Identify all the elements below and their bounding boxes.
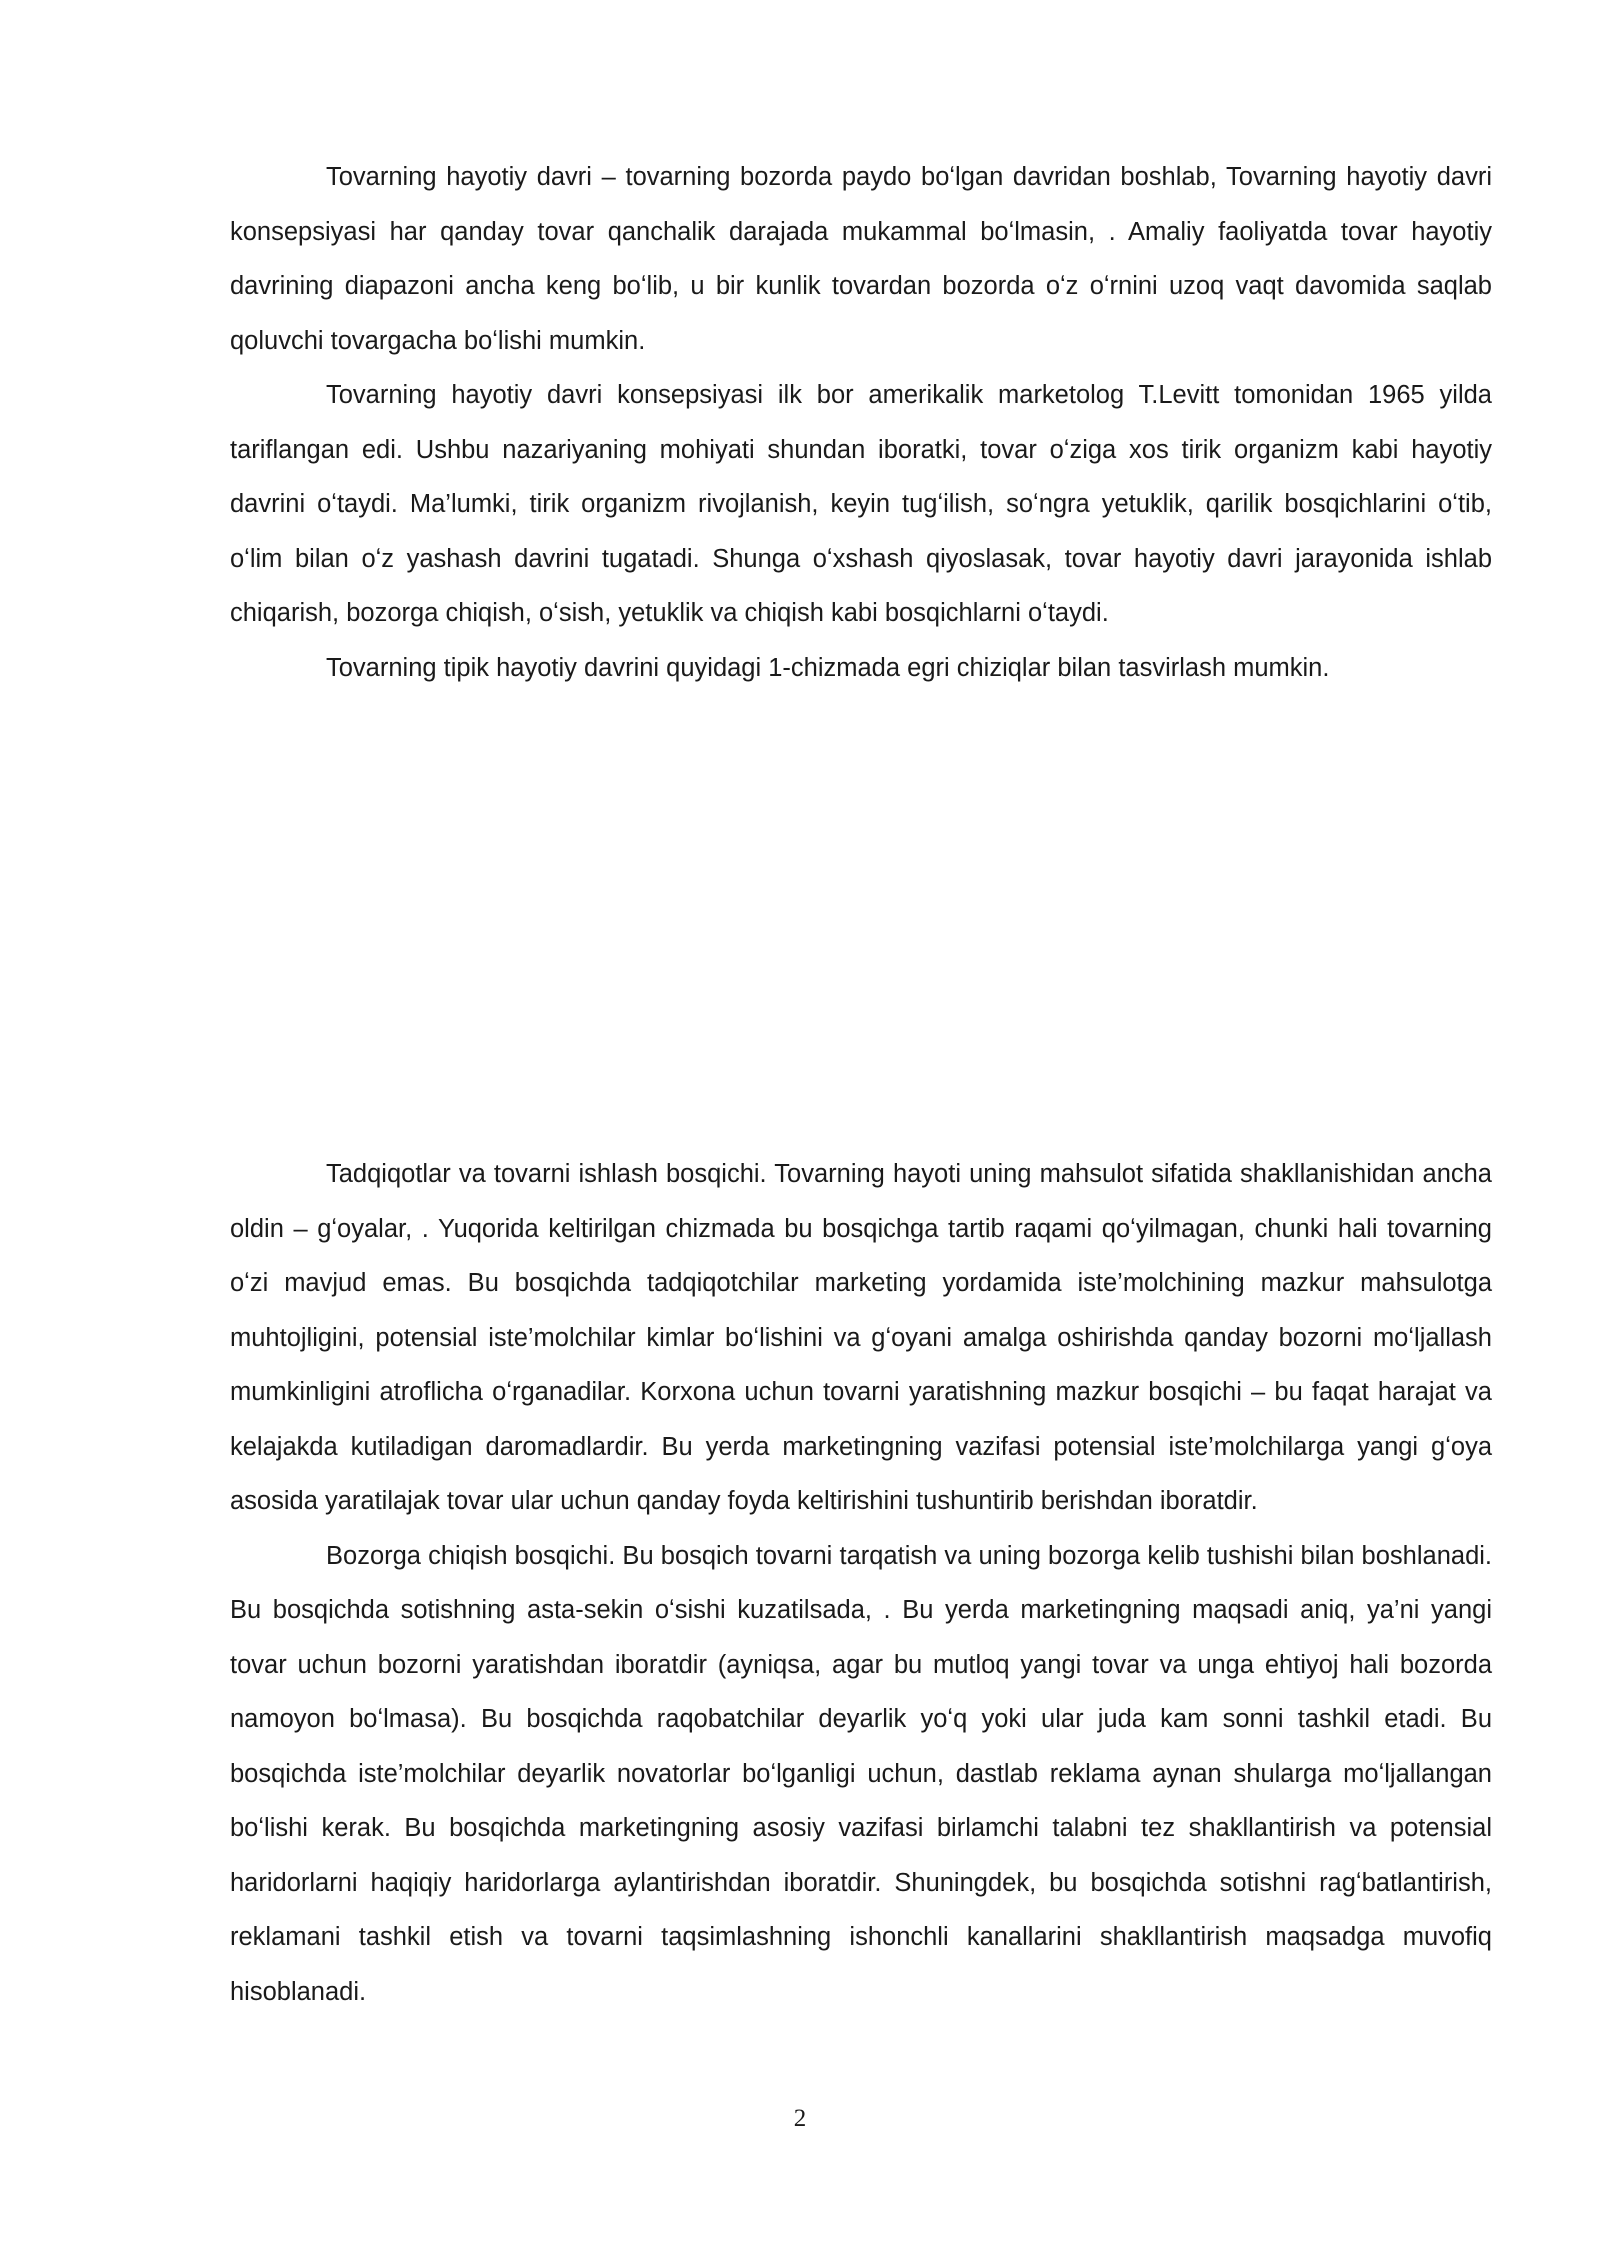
- paragraph-figure-intro: Tovarning tipik hayotiy davrini quyidagi 1-chizmada egri chiziqlar bilan tasvirlash mumkin.: [326, 653, 1330, 682]
- paragraph-levitt-concept: Tovarning hayotiy davri konsepsiyasi ilk bor amerikalik marketolog T.Levitt tomonidan 1965 yilda tariflangan edi. Ushbu nazariyaning mohiyati shundan iboratki, tovar oʻziga xos tirik organizm kabi hayotiy davrini oʻtaydi. Ma’lumki, tirik organizm rivojlanish, keyin tugʻilish, soʻngra yetuklik, qarilik bosqichlarini oʻtib, oʻlim bilan oʻz yashash davrini tugatadi. Shunga oʻxshash qiyoslasak, tovar hayotiy davri jarayonida ishlab chiqarish, bozorga chiqish, oʻsish, yetuklik va chiqish kabi bosqichlarni oʻtaydi.: [230, 381, 1492, 627]
- paragraph-market-entry-stage: Bozorga chiqish bosqichi. Bu bosqich tovarni tarqatish va uning bozorga kelib tushishi bilan boshlanadi. Bu bosqichda sotishning asta-sekin oʻsishi kuzatilsada, . Bu yerda marketingning maqsadi aniq, ya’ni yangi tovar uchun bozorni yaratishdan iboratdir (ayniqsa, agar bu mutloq yangi tovar va unga ehtiyoj hali bozorda namoyon boʻlmasa). Bu bosqichda raqobatchilar deyarlik yoʻq yoki ular juda kam sonni tashkil etadi. Bu bosqichda iste’molchilar deyarlik novatorlar boʻlganligi uchun, dastlab reklama aynan shularga moʻljallangan boʻlishi kerak. Bu bosqichda marketingning asosiy vazifasi birlamchi talabni tez shakllantirish va potensial haridorlarni haqiqiy haridorlarga aylantirishdan iboratdir. Shuningdek, bu bosqichda sotishni ragʻbatlantirish, reklamani tashkil etish va tovarni taqsimlashning ishonchli kanallarini shakllantirish maqsadga muvofiq hisoblanadi.: [230, 1541, 1492, 2006]
- top-text-block: [230, 150, 1492, 695]
- bottom-text-block: [230, 1147, 1492, 2019]
- paragraph-research-stage: Tadqiqotlar va tovarni ishlash bosqichi. Tovarning hayoti uning mahsulot sifatida shakllanishidan ancha oldin – gʻoyalar, . Yuqorida keltirilgan chizmada bu bosqichga tartib raqami qoʻyilmagan, chunki hali tovarning oʻzi mavjud emas. Bu bosqichda tadqiqotchilar marketing yordamida iste’molchining mazkur mahsulotga muhtojligini, potensial iste’molchilar kimlar boʻlishini va gʻoyani amalga oshirishda qanday bozorni moʻljallash mumkinligini atroflicha oʻrganadilar. Korxona uchun tovarni yaratishning mazkur bosqichi – bu faqat harajat va kelajakda kutiladigan daromadlardir. Bu yerda marketingning vazifasi potensial iste’molchilarga yangi gʻoya asosida yaratilajak tovar ular uchun qanday foyda keltirishini tushuntirib berishdan iboratdir.: [230, 1160, 1492, 1515]
- page-number: 2: [793, 2105, 807, 2132]
- paragraph-product-life-cycle-definition: Tovarning hayotiy davri – tovarning bozorda paydo boʻlgan davridan boshlab, Tovarning hayotiy davri konsepsiyasi har qanday tovar qanchalik darajada mukammal boʻlmasin, . Amaliy faoliyatda tovar hayotiy davrining diapazoni ancha keng boʻlib, u bir kunlik tovardan bozorda oʻz oʻrnini uzoq vaqt davomida saqlab qoluvchi tovargacha boʻlishi mumkin.: [230, 163, 1492, 355]
- figure-placeholder: [230, 690, 1492, 1130]
